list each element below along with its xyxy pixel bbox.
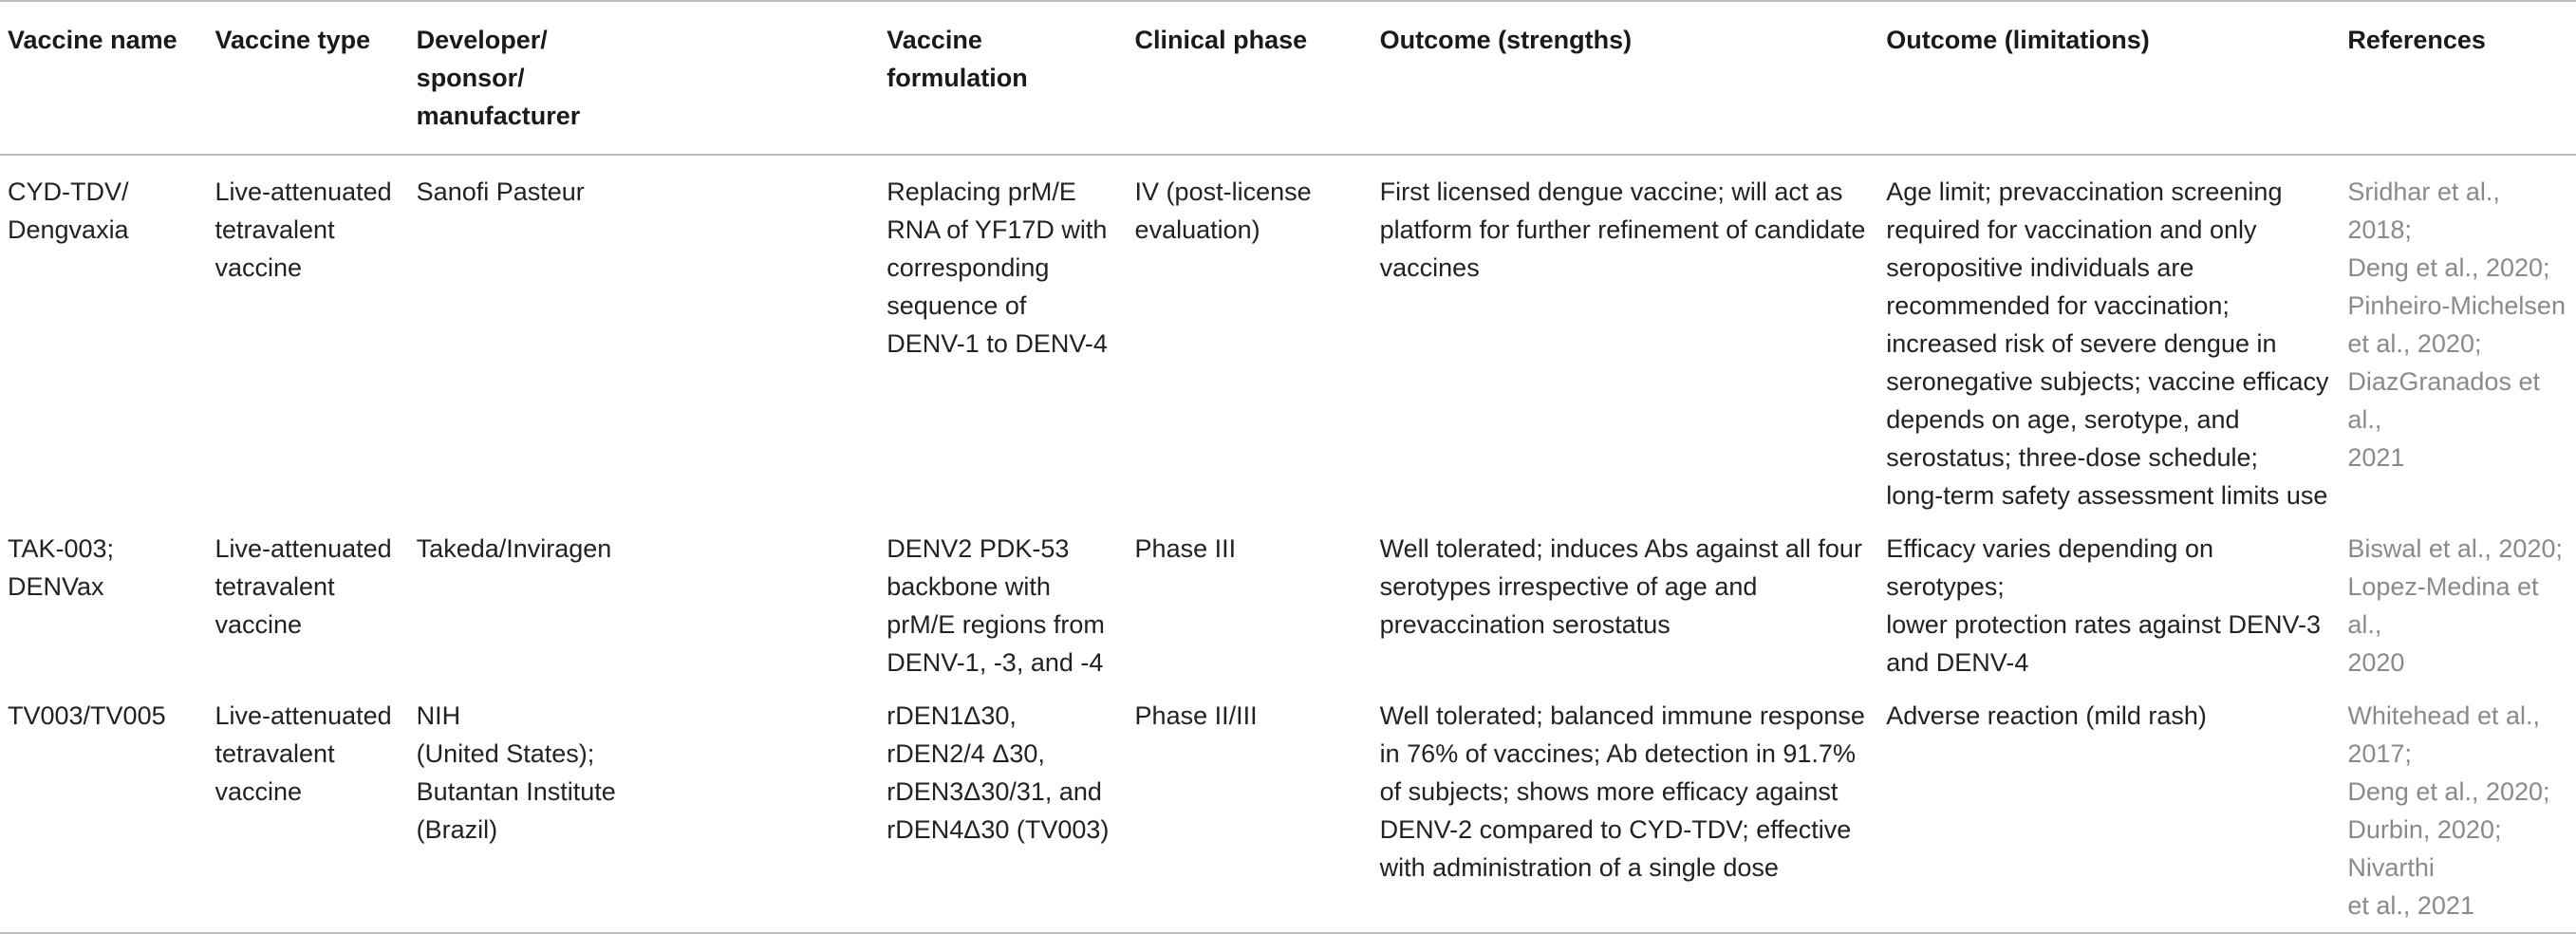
cell-clinical-phase: IV (post-license evaluation)	[1134, 177, 1312, 244]
header-vaccine-name: Vaccine name	[8, 26, 177, 54]
cell-vaccine-type: Live-attenuated tetravalent vaccine	[215, 701, 392, 806]
cell-limitations: Adverse reaction (mild rash)	[1886, 701, 2207, 730]
header-clinical-phase: Clinical phase	[1134, 26, 1308, 54]
cell-strengths: First licensed dengue vaccine; will act as platform for further refinement of candidate vaccines	[1379, 177, 1866, 282]
cell-limitations: Age limit; prevaccination screening required for vaccination and only seropositive individuals are recommended for vaccination; increased risk of severe dengue in seronegative subjects; vaccine efficacy depends on age, serotype, and serostatus; three-dose schedule; long-term safety assessment limits use	[1886, 177, 2329, 510]
cell-strengths: Well tolerated; balanced immune response in 76% of vaccines; Ab detection in 91.7% of subjects; shows more efficacy against DENV-2 compared to CYD-TDV; effective with administration of a single dose	[1379, 701, 1865, 882]
table-header	[0, 1, 2576, 155]
cell-strengths: Well tolerated; induces Abs against all four serotypes irrespective of age and prevaccination serostatus	[1379, 534, 1862, 639]
cell-references	[2340, 689, 2576, 933]
table-body	[0, 155, 2576, 933]
cell-references	[2340, 155, 2576, 522]
header-strengths: Outcome (strengths)	[1379, 26, 1633, 54]
cell-references	[2340, 522, 2576, 689]
reference-links[interactable]: Sridhar et al., 2018; Deng et al., 2020; Pinheiro-Michelsen et al., 2020; DiazGranados et al., 2021	[2347, 177, 2566, 472]
cell-limitations: Efficacy varies depending on serotypes; lower protection rates against DENV-3 and DENV-4	[1886, 534, 2321, 677]
cell-formulation: Replacing prM/E RNA of YF17D with corresponding sequence of DENV-1 to DENV-4	[887, 177, 1108, 358]
reference-links[interactable]: Biswal et al., 2020; Lopez-Medina et al., 2020	[2347, 534, 2563, 677]
header-developer: Developer/ sponsor/ manufacturer	[416, 26, 581, 130]
cell-vaccine-type: Live-attenuated tetravalent vaccine	[215, 534, 392, 639]
cell-vaccine-name: TAK-003; DENVax	[8, 534, 115, 601]
table-row	[0, 689, 2576, 933]
cell-developer: NIH (United States); Butantan Institute (Brazil)	[416, 701, 616, 844]
header-row	[0, 1, 2576, 155]
header-limitations: Outcome (limitations)	[1886, 26, 2150, 54]
header-formulation: Vaccine formulation	[887, 26, 1028, 92]
header-references: References	[2347, 26, 2486, 54]
cell-vaccine-type: Live-attenuated tetravalent vaccine	[215, 177, 392, 282]
cell-vaccine-name: TV003/TV005	[8, 701, 166, 730]
cell-clinical-phase: Phase III	[1134, 534, 1237, 563]
header-vaccine-type: Vaccine type	[215, 26, 371, 54]
cell-developer: Sanofi Pasteur	[416, 177, 585, 206]
cell-formulation: DENV2 PDK-53 backbone with prM/E regions from DENV-1, -3, and -4	[887, 534, 1105, 677]
cell-developer: Takeda/Inviragen	[416, 534, 612, 563]
cell-vaccine-name: CYD-TDV/ Dengvaxia	[8, 177, 129, 244]
cell-formulation: rDEN1Δ30, rDEN2/4 Δ30, rDEN3Δ30/31, and rDEN4Δ30 (TV003)	[887, 701, 1110, 844]
cell-clinical-phase: Phase II/III	[1134, 701, 1258, 730]
table-row	[0, 155, 2576, 522]
table-row	[0, 522, 2576, 689]
reference-links[interactable]: Whitehead et al., 2017; Deng et al., 2020; Durbin, 2020; Nivarthi et al., 2021	[2347, 701, 2550, 920]
